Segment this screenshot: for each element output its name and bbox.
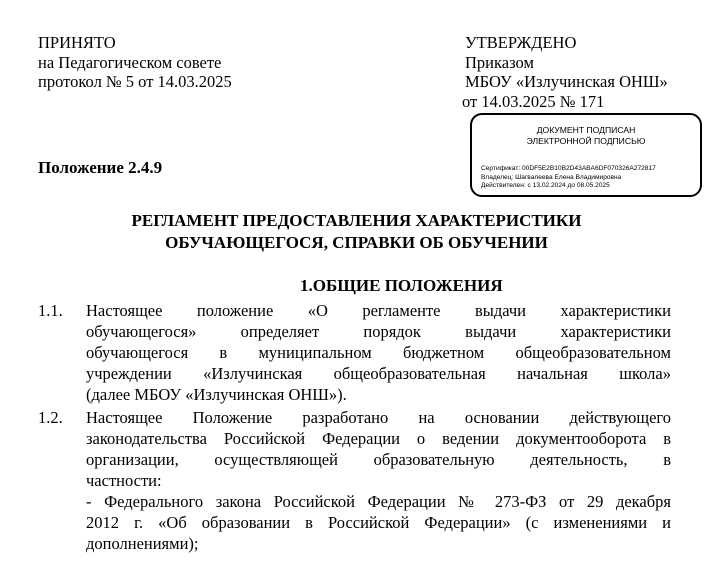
- approved-line: от 14.03.2025 № 171: [462, 91, 605, 111]
- approved-block: [462, 33, 668, 111]
- text-line: законодательства Российской Федерации о ведении документооборота в: [86, 429, 671, 448]
- item-number: 1.2.: [38, 408, 63, 427]
- text-line: Настоящее положение «О регламенте выдачи характеристики: [86, 301, 671, 320]
- approved-line: МБОУ «Излучинская ОНШ»: [465, 72, 668, 91]
- approved-line: Приказом: [465, 52, 534, 72]
- accepted-title: ПРИНЯТО: [38, 33, 116, 52]
- text-line: дополнениями);: [86, 534, 199, 553]
- text-line: учреждении «Излучинская общеобразовательная начальная школа»: [86, 364, 671, 383]
- accepted-line: протокол № 5 от 14.03.2025: [38, 72, 232, 91]
- document-title-line: ОБУЧАЮЩЕГОСЯ, СПРАВКИ ОБ ОБУЧЕНИИ: [165, 233, 548, 252]
- signature-heading: ДОКУМЕНТ ПОДПИСАН: [536, 125, 636, 135]
- paragraph-1-1: [86, 300, 671, 405]
- text-line: 2012 г. «Об образовании в Российской Федерации» (с изменениями и: [86, 513, 671, 532]
- text-line: частности:: [86, 471, 162, 490]
- text-line: (далее МБОУ «Излучинская ОНШ»).: [86, 385, 347, 404]
- accepted-block: [38, 33, 232, 92]
- text-line: обучающегося» определяет порядок выдачи характеристики: [86, 322, 671, 341]
- accepted-line: на Педагогическом совете: [38, 52, 222, 72]
- signature-certificate: Сертификат: 00DF5E2B10B2D43ABA6DF070326A272817: [481, 165, 656, 172]
- text-line: Настоящее Положение разработано на основании действующего: [86, 408, 671, 427]
- document-title-line: РЕГЛАМЕНТ ПРЕДОСТАВЛЕНИЯ ХАРАКТЕРИСТИКИ: [131, 211, 582, 230]
- text-line: обучающегося в муниципальном бюджетном общеобразовательном: [86, 343, 671, 362]
- signature-heading: ЭЛЕКТРОННОЙ ПОДПИСЬЮ: [526, 136, 646, 146]
- paragraph-1-2: [86, 407, 671, 554]
- signature-valid: Действителен: с 13.02.2024 до 08.05.2025: [481, 182, 610, 190]
- document-title: [0, 210, 713, 254]
- regulation-number: Положение 2.4.9: [38, 158, 163, 177]
- approved-title: УТВЕРЖДЕНО: [465, 33, 577, 52]
- item-number: 1.1.: [38, 301, 63, 320]
- text-line: организации, осуществляющей образовательную деятельность, в: [86, 450, 671, 469]
- signature-owner: Владелец: Шагвалеева Елена Владимировна: [481, 173, 622, 181]
- text-line: - Федерального закона Российской Федерации № 273-ФЗ от 29 декабря: [86, 492, 671, 511]
- electronic-signature-stamp: [470, 113, 702, 197]
- section-heading: 1.ОБЩИЕ ПОЛОЖЕНИЯ: [300, 276, 503, 295]
